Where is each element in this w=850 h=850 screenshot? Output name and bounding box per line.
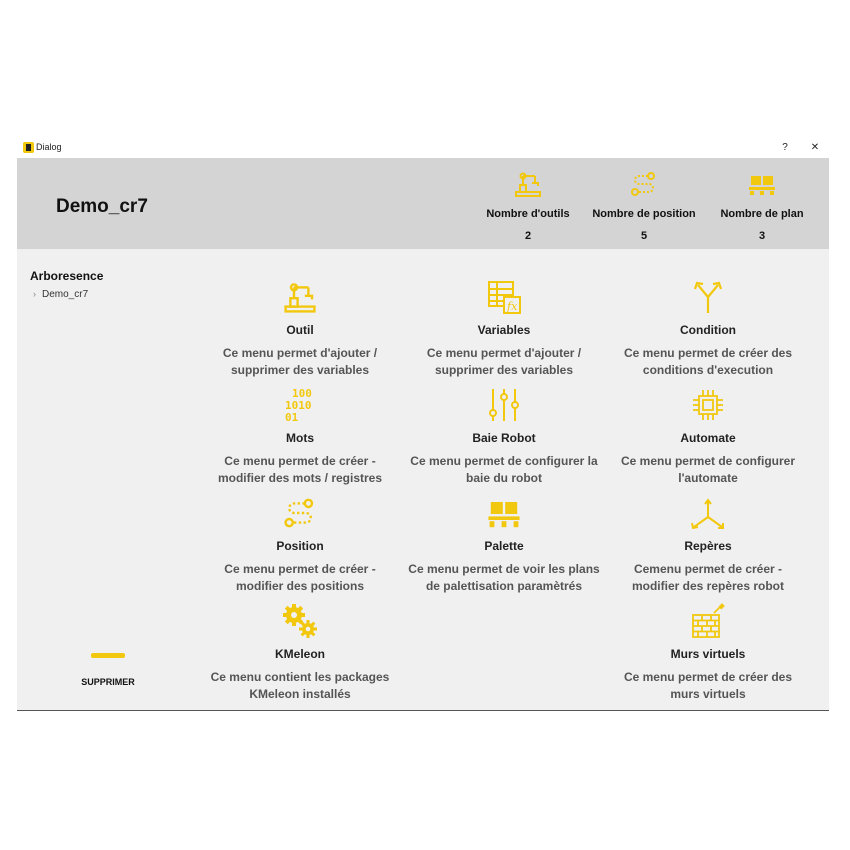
stat-plans	[702, 170, 822, 242]
close-button[interactable]: ✕	[810, 142, 820, 153]
tree-title: Arboresence	[30, 269, 104, 283]
stat-plans-value: 3	[758, 230, 766, 242]
card-automate-desc-line2: l'automate	[678, 471, 738, 485]
card-murs-virtuels-desc-line1: Ce menu permet de créer des	[623, 670, 793, 684]
card-variables-title: Variables	[477, 323, 531, 337]
stat-positions-label: Nombre de position	[592, 208, 696, 220]
binary-icon	[282, 387, 318, 423]
project-header	[17, 158, 829, 249]
sliders-icon	[486, 387, 522, 423]
card-position-desc	[200, 561, 400, 595]
card-variables-desc-line1: Ce menu permet d'ajouter /	[426, 346, 582, 360]
card-position[interactable]	[200, 491, 400, 595]
axes-icon	[689, 497, 727, 531]
stat-positions	[584, 170, 704, 242]
stat-positions-value: 5	[640, 230, 648, 242]
card-kmeleon-desc	[200, 669, 400, 703]
help-button[interactable]: ?	[782, 142, 788, 153]
card-position-title: Position	[276, 539, 324, 553]
gears-icon	[282, 603, 318, 639]
project-title: Demo_cr7	[56, 196, 148, 217]
tree-item-project[interactable]	[33, 289, 88, 300]
card-reperes-title: Repères	[684, 539, 732, 553]
card-outil-title: Outil	[286, 323, 314, 337]
svg-text:fx: fx	[507, 300, 518, 313]
card-palette-desc-line2: de palettisation paramètrés	[425, 579, 583, 593]
route-icon	[282, 495, 318, 531]
card-condition-title: Condition	[680, 323, 736, 337]
sidebar	[17, 249, 207, 709]
card-kmeleon-desc-line2: KMeleon installés	[249, 687, 351, 701]
stat-plans-label: Nombre de plan	[720, 208, 804, 220]
binary-digits-2: 1010	[285, 399, 312, 412]
card-outil[interactable]	[200, 275, 400, 379]
title-bar	[17, 137, 829, 158]
card-murs-virtuels-desc	[608, 669, 808, 703]
card-palette[interactable]	[404, 491, 604, 595]
card-automate[interactable]	[608, 383, 808, 487]
chevron-right-icon: ›	[33, 289, 36, 299]
card-automate-title: Automate	[680, 431, 736, 445]
card-baie-robot-desc	[404, 453, 604, 487]
card-position-desc-line1: Ce menu permet de créer -	[224, 562, 376, 576]
branch-arrows-icon	[691, 279, 725, 315]
card-palette-title: Palette	[484, 539, 524, 553]
card-condition-desc-line1: Ce menu permet de créer des	[623, 346, 793, 360]
card-position-desc-line2: modifier des positions	[235, 579, 364, 593]
card-kmeleon-title: KMeleon	[274, 647, 325, 661]
card-condition-desc	[608, 345, 808, 379]
card-reperes-desc-line2: modifier des repères robot	[631, 579, 785, 593]
card-mots-desc-line2: modifier des mots / registres	[217, 471, 383, 485]
stat-tools	[468, 170, 588, 242]
card-automate-desc	[608, 453, 808, 487]
card-outil-desc-line2: supprimer des variables	[230, 363, 370, 377]
card-mots[interactable]	[200, 383, 400, 487]
card-baie-robot[interactable]	[404, 383, 604, 487]
binary-digits-3: 01	[285, 411, 299, 423]
dialog-window	[17, 137, 829, 711]
card-mots-desc	[200, 453, 400, 487]
pallet-icon	[486, 497, 522, 531]
card-outil-desc	[200, 345, 400, 379]
card-outil-desc-line1: Ce menu permet d'ajouter /	[222, 346, 378, 360]
card-variables-desc-line2: supprimer des variables	[434, 363, 574, 377]
card-baie-robot-desc-line1: Ce menu permet de configurer la	[410, 454, 598, 468]
card-mots-title: Mots	[286, 431, 314, 445]
window-title: Dialog	[36, 142, 62, 152]
app-logo-icon	[23, 142, 34, 153]
card-condition[interactable]	[608, 275, 808, 379]
card-variables[interactable]	[404, 275, 604, 379]
pallet-icon	[747, 170, 777, 198]
card-automate-desc-line1: Ce menu permet de configurer	[620, 454, 796, 468]
route-icon	[629, 170, 659, 198]
card-murs-virtuels[interactable]	[608, 599, 808, 703]
card-baie-robot-title: Baie Robot	[472, 431, 536, 445]
card-reperes-desc-line1: Cemenu permet de créer -	[633, 562, 783, 576]
card-variables-desc	[404, 345, 604, 379]
card-murs-virtuels-title: Murs virtuels	[670, 647, 746, 661]
card-condition-desc-line2: conditions d'execution	[642, 363, 774, 377]
card-reperes[interactable]	[608, 491, 808, 595]
card-palette-desc-line1: Ce menu permet de voir les plans	[408, 562, 600, 576]
card-palette-desc	[404, 561, 604, 595]
robot-arm-icon	[282, 279, 318, 315]
delete-indicator	[91, 653, 125, 658]
card-kmeleon[interactable]	[200, 599, 400, 703]
tree-item-label: Demo_cr7	[42, 289, 89, 300]
robot-arm-icon	[513, 170, 543, 198]
card-murs-virtuels-desc-line2: murs virtuels	[670, 687, 746, 701]
card-reperes-desc	[608, 561, 808, 595]
brick-wall-icon	[690, 603, 726, 639]
stat-tools-label: Nombre d'outils	[486, 208, 570, 220]
delete-button[interactable]: SUPPRIMER	[81, 677, 135, 687]
chip-icon	[690, 387, 726, 423]
stat-tools-value: 2	[524, 230, 532, 242]
binary-digits-1: 100	[292, 387, 312, 400]
card-mots-desc-line1: Ce menu permet de créer -	[224, 454, 376, 468]
card-baie-robot-desc-line2: baie du robot	[466, 471, 542, 485]
spreadsheet-function-icon	[486, 279, 522, 315]
card-kmeleon-desc-line1: Ce menu contient les packages	[210, 670, 390, 684]
